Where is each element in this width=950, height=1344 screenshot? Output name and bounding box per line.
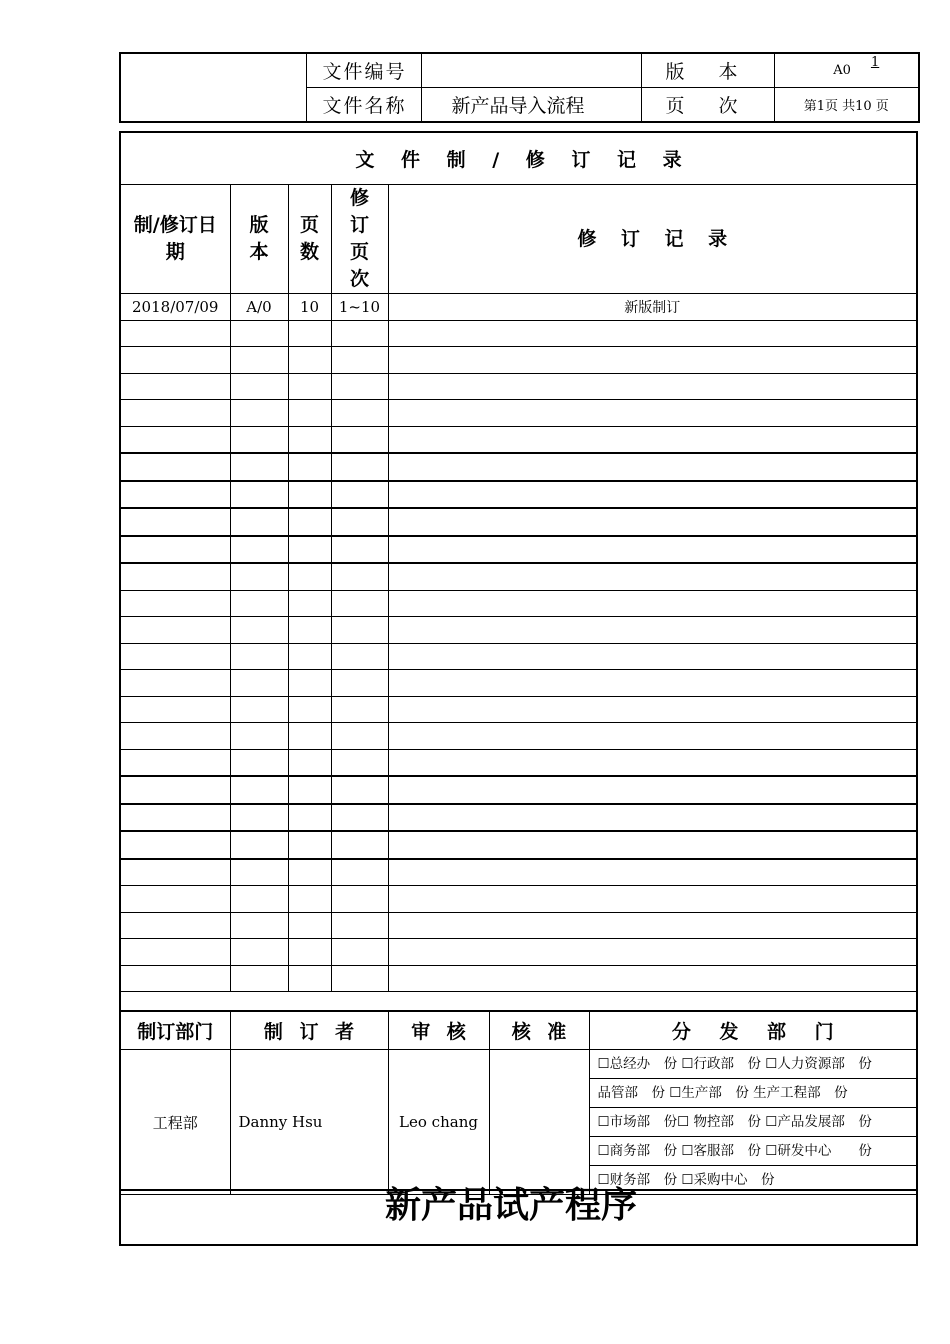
review-header: 审 核: [388, 1011, 489, 1050]
empty-cell: [230, 508, 288, 536]
distribution-line: ☐财务部 份 ☐采购中心 份: [597, 1172, 775, 1188]
table-row: [121, 508, 916, 536]
empty-cell: [388, 481, 916, 509]
doc-name-value: 新产品导入流程: [421, 88, 641, 123]
empty-cell: [121, 481, 230, 509]
row-pages: 10: [288, 294, 331, 321]
empty-cell: [288, 859, 331, 886]
empty-cell: [121, 453, 230, 481]
empty-cell: [331, 453, 388, 481]
empty-cell: [388, 696, 916, 723]
empty-cell: [388, 670, 916, 697]
empty-cell: [388, 886, 916, 913]
empty-cell: [331, 939, 388, 966]
empty-cell: [288, 939, 331, 966]
empty-cell: [331, 723, 388, 750]
empty-cell: [230, 776, 288, 804]
empty-cell: [388, 320, 916, 347]
empty-cell: [121, 723, 230, 750]
version-sup: 1: [870, 55, 880, 70]
empty-cell: [331, 481, 388, 509]
empty-cell: [121, 749, 230, 776]
version-value-cell: [774, 53, 919, 88]
empty-cell: [121, 508, 230, 536]
empty-cell: [288, 912, 331, 939]
empty-cell: [288, 400, 331, 427]
empty-cell: [288, 831, 331, 859]
empty-cell: [230, 400, 288, 427]
empty-cell: [388, 453, 916, 481]
empty-cell: [388, 965, 916, 992]
empty-cell: [230, 965, 288, 992]
empty-cell: [230, 481, 288, 509]
empty-cell: [121, 347, 230, 374]
col-version-header: 版本: [230, 185, 288, 294]
overlay-title: 新产品试产程序: [385, 1184, 638, 1226]
version-value: A0: [833, 63, 851, 78]
table-row: [121, 804, 916, 832]
empty-cell: [331, 347, 388, 374]
author-value: Danny Hsu: [230, 1050, 388, 1195]
empty-cell: [121, 590, 230, 617]
empty-cell: [388, 776, 916, 804]
col-rev-pages-header: 修订页次: [331, 185, 388, 294]
empty-cell: [288, 347, 331, 374]
empty-cell: [121, 643, 230, 670]
empty-cell: [121, 617, 230, 644]
empty-cell: [388, 939, 916, 966]
empty-cell: [121, 831, 230, 859]
record-title: 文 件 制 / 修 订 记 录: [121, 133, 916, 185]
empty-cell: [288, 563, 331, 590]
empty-cell: [121, 886, 230, 913]
empty-cell: [388, 831, 916, 859]
empty-cell: [331, 590, 388, 617]
empty-cell: [230, 373, 288, 400]
footer-row: [121, 1184, 916, 1246]
dept-value: 工程部: [121, 1050, 230, 1195]
logo-cell: [120, 53, 306, 122]
empty-cell: [331, 373, 388, 400]
empty-cell: [388, 590, 916, 617]
empty-cell: [331, 400, 388, 427]
empty-cell: [288, 617, 331, 644]
empty-cell: [331, 804, 388, 832]
empty-cell: [388, 563, 916, 590]
distribution-header: 分 发 部 门: [589, 1011, 916, 1050]
empty-cell: [288, 508, 331, 536]
empty-cell: [388, 723, 916, 750]
empty-cell: [121, 804, 230, 832]
document-header: [119, 52, 920, 123]
record-form: [119, 131, 918, 1246]
distribution-line: ☐总经办 份 ☐行政部 份 ☐人力资源部 份: [590, 1050, 917, 1079]
empty-cell: [121, 426, 230, 453]
empty-cell: [230, 939, 288, 966]
empty-cell: [288, 696, 331, 723]
table-row: [121, 536, 916, 564]
empty-cell: [288, 886, 331, 913]
table-row: [121, 347, 916, 374]
empty-cell: [121, 563, 230, 590]
empty-cell: [288, 481, 331, 509]
empty-cell: [388, 749, 916, 776]
empty-cell: [230, 426, 288, 453]
empty-cell: [288, 776, 331, 804]
empty-cell: [288, 426, 331, 453]
empty-cell: [388, 859, 916, 886]
table-row: [121, 453, 916, 481]
empty-cell: [388, 400, 916, 427]
empty-cell: [230, 749, 288, 776]
empty-cell: [331, 859, 388, 886]
table-row: [121, 859, 916, 886]
empty-cell: [288, 723, 331, 750]
empty-cell: [331, 776, 388, 804]
empty-cell: [230, 536, 288, 564]
table-row: [121, 617, 916, 644]
distribution-line: 品管部 份 ☐生产部 份 生产工程部 份: [590, 1079, 917, 1108]
table-row: [121, 965, 916, 992]
doc-name-label: 文件名称: [306, 88, 421, 123]
col-pages-header: 页数: [288, 185, 331, 294]
empty-cell: [331, 670, 388, 697]
empty-cell: [230, 617, 288, 644]
author-header: 制 订 者: [230, 1011, 388, 1050]
table-row: [121, 373, 916, 400]
empty-cell: [121, 320, 230, 347]
empty-cell: [230, 347, 288, 374]
empty-cell: [121, 859, 230, 886]
empty-cell: [121, 776, 230, 804]
empty-cell: [288, 536, 331, 564]
version-label: 版 本: [641, 53, 774, 88]
row-rev-pages: 1~10: [331, 294, 388, 321]
table-row: [121, 886, 916, 913]
empty-cell: [331, 831, 388, 859]
empty-cell: [121, 670, 230, 697]
empty-cell: [230, 670, 288, 697]
empty-cell: [331, 749, 388, 776]
empty-cell: [121, 939, 230, 966]
empty-cell: [230, 453, 288, 481]
doc-no-label: 文件编号: [306, 53, 421, 88]
empty-cell: [388, 426, 916, 453]
empty-cell: [230, 696, 288, 723]
empty-cell: [288, 373, 331, 400]
empty-cell: [331, 886, 388, 913]
empty-cell: [230, 859, 288, 886]
col-record-header: 修 订 记 录: [388, 185, 916, 294]
empty-cell: [230, 886, 288, 913]
empty-cell: [331, 508, 388, 536]
table-row: [121, 481, 916, 509]
empty-cell: [331, 696, 388, 723]
table-row: [121, 320, 916, 347]
empty-cell: [121, 400, 230, 427]
table-row: [121, 831, 916, 859]
empty-cell: [288, 670, 331, 697]
empty-cell: [288, 965, 331, 992]
dept-header: 制订部门: [121, 1011, 230, 1050]
col-date-header: 制/修订日期: [121, 185, 230, 294]
table-row: [121, 776, 916, 804]
approve-value: [489, 1050, 589, 1195]
empty-cell: [288, 643, 331, 670]
table-row: [121, 912, 916, 939]
empty-cell: [121, 696, 230, 723]
empty-cell: [331, 563, 388, 590]
review-value: Leo chang: [388, 1050, 489, 1195]
empty-cell: [230, 563, 288, 590]
table-row: [121, 590, 916, 617]
empty-cell: [121, 912, 230, 939]
empty-cell: [331, 320, 388, 347]
page-label: 页 次: [641, 88, 774, 123]
page-value: 第1页 共10 页: [774, 88, 919, 123]
empty-cell: [331, 643, 388, 670]
empty-cell: [388, 373, 916, 400]
row-record: 新版制订: [388, 294, 916, 321]
empty-cell: [288, 590, 331, 617]
table-row: [121, 723, 916, 750]
empty-cell: [331, 965, 388, 992]
empty-cell: [230, 804, 288, 832]
empty-cell: [230, 723, 288, 750]
approval-table: [121, 1010, 916, 1195]
row-version: A/0: [230, 294, 288, 321]
empty-cell: [230, 643, 288, 670]
empty-cell: [388, 536, 916, 564]
empty-cell: [288, 453, 331, 481]
distribution-list: [589, 1050, 916, 1195]
revision-record-table: [121, 133, 916, 992]
table-row: [121, 749, 916, 776]
distribution-line: ☐市场部 份☐ 物控部 份 ☐产品发展部 份: [590, 1108, 917, 1137]
table-row: [121, 696, 916, 723]
distribution-line: ☐商务部 份 ☐客服部 份 ☐研发中心 份: [590, 1137, 917, 1166]
empty-cell: [230, 831, 288, 859]
empty-cell: [288, 804, 331, 832]
empty-cell: [230, 912, 288, 939]
table-row: [121, 563, 916, 590]
empty-cell: [388, 508, 916, 536]
empty-cell: [388, 347, 916, 374]
row-date: 2018/07/09: [121, 294, 230, 321]
table-row: [121, 939, 916, 966]
empty-cell: [331, 912, 388, 939]
empty-cell: [388, 912, 916, 939]
empty-cell: [230, 590, 288, 617]
empty-cell: [288, 320, 331, 347]
empty-cell: [288, 749, 331, 776]
doc-no-value: [421, 53, 641, 88]
empty-cell: [331, 617, 388, 644]
table-row: [121, 643, 916, 670]
empty-cell: [121, 373, 230, 400]
empty-cell: [230, 320, 288, 347]
empty-cell: [331, 426, 388, 453]
empty-cell: [388, 617, 916, 644]
table-row: [121, 670, 916, 697]
empty-cell: [388, 643, 916, 670]
table-row: [121, 400, 916, 427]
empty-cell: [331, 536, 388, 564]
empty-cell: [121, 536, 230, 564]
table-row: [121, 426, 916, 453]
empty-cell: [121, 965, 230, 992]
empty-cell: [388, 804, 916, 832]
approve-header: 核 准: [489, 1011, 589, 1050]
